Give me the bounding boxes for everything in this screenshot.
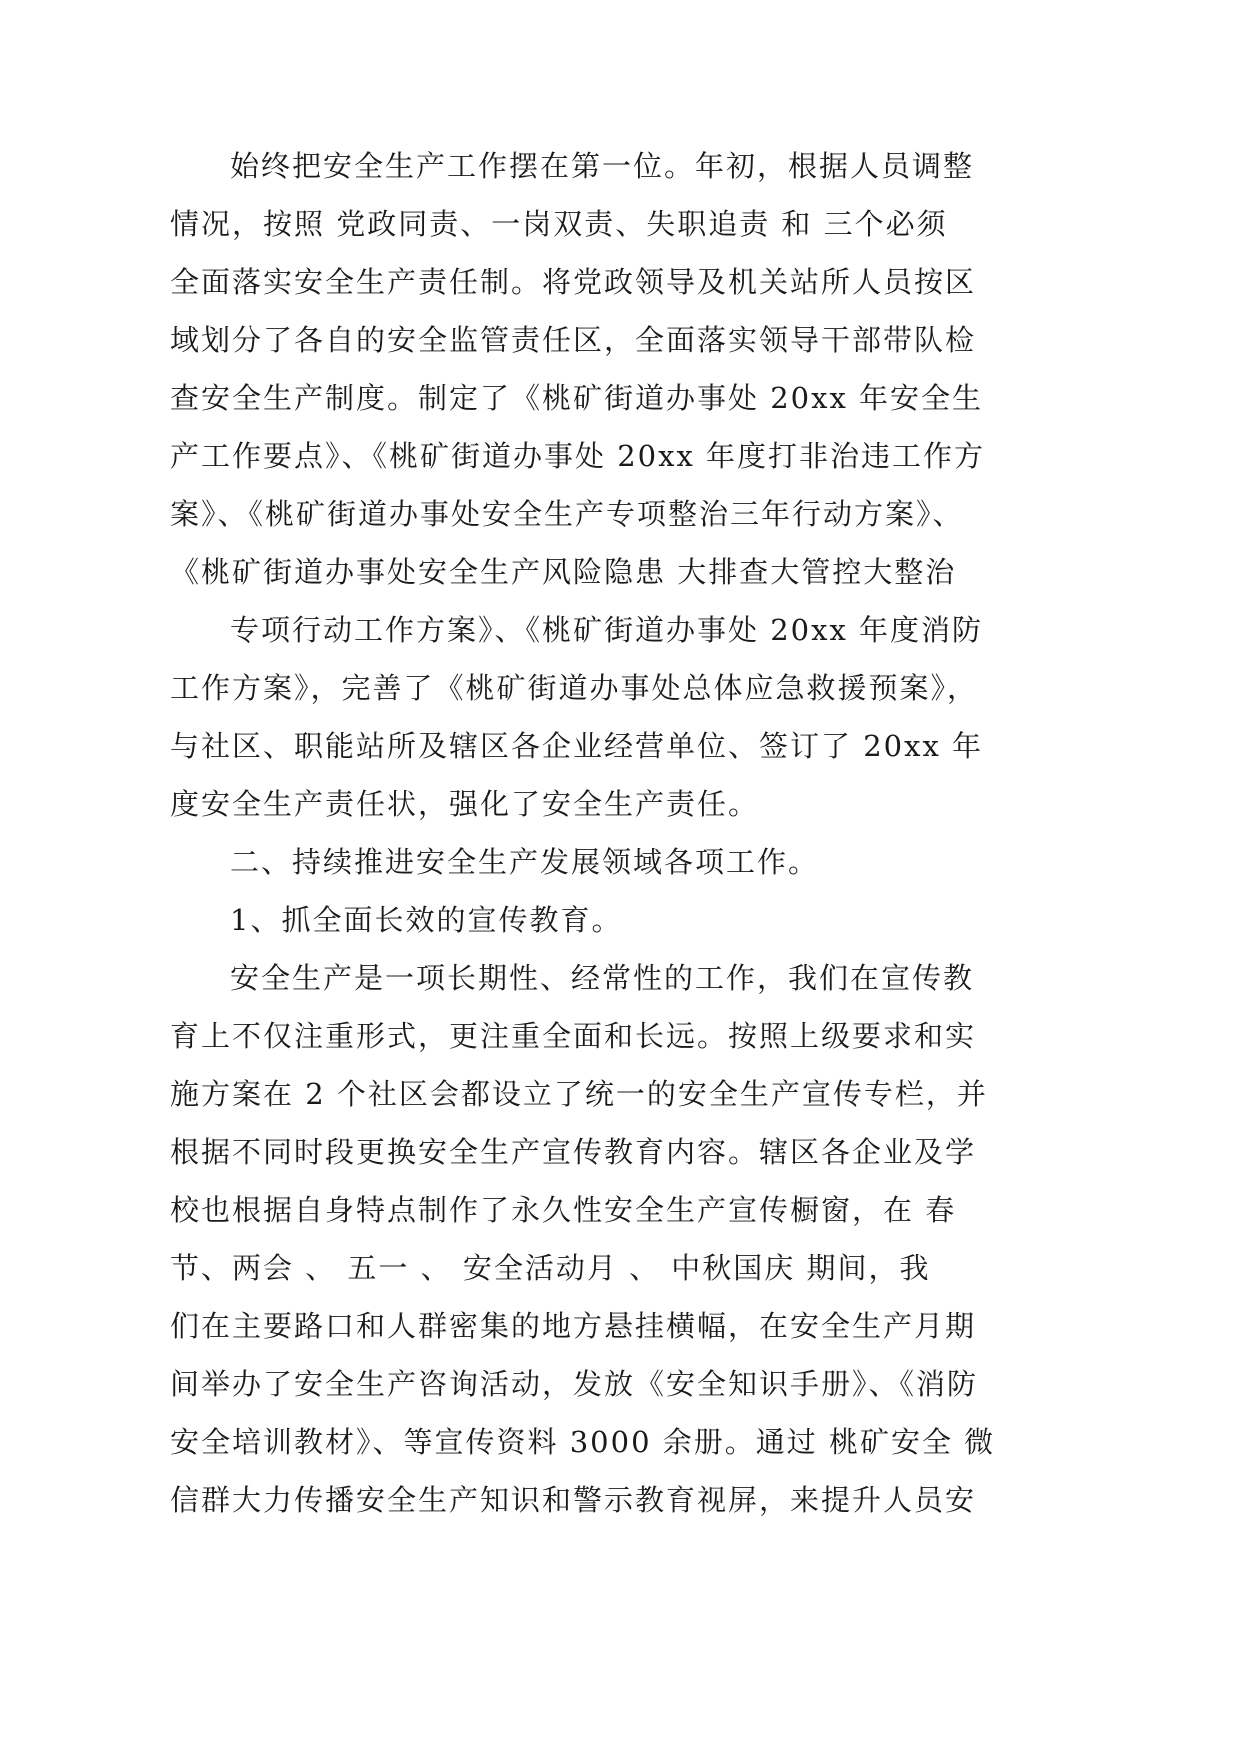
paragraph-line: 根据不同时段更换安全生产宣传教育内容。辖区各企业及学 xyxy=(170,1135,977,1169)
paragraph-line: 《桃矿街道办事处安全生产风险隐患 大排查大管控大整治 xyxy=(170,555,957,589)
subsection-heading: 1、抓全面长效的宣传教育。 xyxy=(230,903,623,937)
paragraph-line: 工作方案》，完善了《桃矿街道办事处总体应急救援预案》， xyxy=(170,671,979,705)
paragraph-line: 安全生产是一项长期性、经常性的工作，我们在宣传教 xyxy=(230,961,975,995)
paragraph-line: 安全培训教材》、等宣传资料 3000 余册。通过 桃矿安全 微 xyxy=(170,1425,996,1459)
paragraph-line: 情况，按照 党政同责、一岗双责、失职追责 和 三个必须 xyxy=(170,207,948,241)
paragraph-line: 产工作要点》、《桃矿街道办事处 20xx 年度打非治违工作方 xyxy=(170,439,986,473)
section-heading: 二、持续推进安全生产发展领域各项工作。 xyxy=(230,845,820,879)
paragraph-line: 始终把安全生产工作摆在第一位。年初，根据人员调整 xyxy=(230,149,975,183)
paragraph-line: 全面落实安全生产责任制。将党政领导及机关站所人员按区 xyxy=(170,265,977,299)
paragraph-line: 与社区、职能站所及辖区各企业经营单位、签订了 20xx 年 xyxy=(170,729,984,763)
paragraph-line: 们在主要路口和人群密集的地方悬挂横幅，在安全生产月期 xyxy=(170,1309,977,1343)
paragraph-line: 间举办了安全生产咨询活动，发放《安全知识手册》、《消防 xyxy=(170,1367,979,1401)
paragraph-line: 专项行动工作方案》、《桃矿街道办事处 20xx 年度消防 xyxy=(230,613,984,647)
paragraph-line: 施方案在 2 个社区会都设立了统一的安全生产宣传专栏，并 xyxy=(170,1077,988,1111)
paragraph-line: 案》、《桃矿街道办事处安全生产专项整治三年行动方案》、 xyxy=(170,497,964,531)
paragraph-line: 校也根据自身特点制作了永久性安全生产宣传橱窗，在 春 xyxy=(170,1193,957,1227)
paragraph-line: 育上不仅注重形式，更注重全面和长远。按照上级要求和实 xyxy=(170,1019,977,1053)
paragraph-line: 信群大力传播安全生产知识和警示教育视屏，来提升人员安 xyxy=(170,1483,977,1517)
paragraph-line: 节、两会 、 五一 、 安全活动月 、 中秋国庆 期间，我 xyxy=(170,1251,931,1285)
paragraph-line: 度安全生产责任状，强化了安全生产责任。 xyxy=(170,787,760,821)
paragraph-line: 查安全生产制度。制定了《桃矿街道办事处 20xx 年安全生 xyxy=(170,381,984,415)
paragraph-line: 域划分了各自的安全监管责任区，全面落实领导干部带队检 xyxy=(170,323,977,357)
